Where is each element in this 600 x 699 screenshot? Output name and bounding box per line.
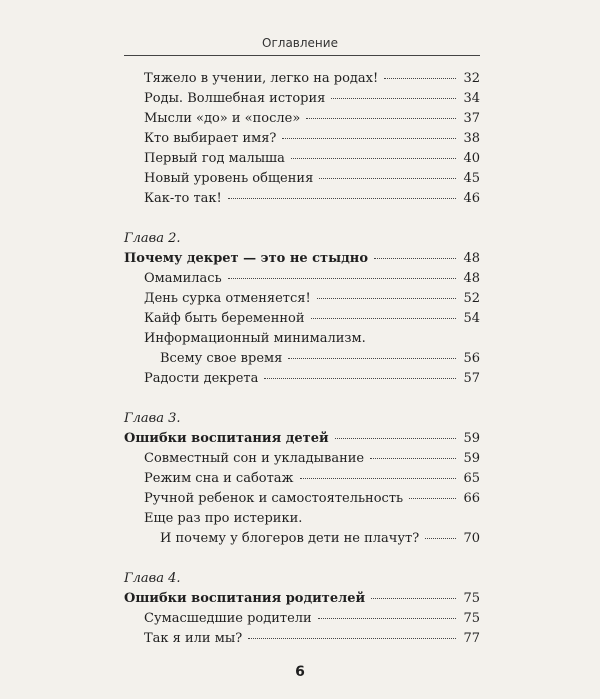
dot-leader bbox=[409, 498, 456, 499]
spacer bbox=[124, 209, 480, 229]
toc-entry-title: День сурка отменяется! bbox=[144, 291, 311, 306]
toc-entry-page: 46 bbox=[463, 191, 480, 206]
toc-entry-page: 40 bbox=[463, 151, 480, 166]
dot-leader bbox=[319, 178, 456, 179]
toc-entry bbox=[124, 489, 480, 509]
toc-entry-title: Информационный минимализм. bbox=[144, 331, 366, 346]
toc-entry-title: Кайф быть беременной bbox=[144, 311, 305, 326]
toc-entry-page: 75 bbox=[463, 611, 480, 626]
toc-entry bbox=[124, 189, 480, 209]
dot-leader bbox=[288, 358, 456, 359]
toc-entry-page: 48 bbox=[463, 271, 480, 286]
dot-leader bbox=[228, 198, 456, 199]
toc-entry-title: И почему у блогеров дети не плачут? bbox=[160, 531, 420, 546]
dot-leader bbox=[335, 438, 456, 439]
toc-entry-page: 52 bbox=[463, 291, 480, 306]
toc-entry-title: Роды. Волшебная история bbox=[144, 91, 326, 106]
toc-entry-title: Как-то так! bbox=[144, 191, 222, 206]
toc-entry-page: 54 bbox=[463, 311, 480, 326]
toc-entry bbox=[124, 469, 480, 489]
toc-entry-title: Еще раз про истерики. bbox=[144, 511, 303, 526]
toc-entry-page: 56 bbox=[463, 351, 480, 366]
chapter-page: 48 bbox=[463, 251, 480, 266]
toc-entry bbox=[124, 529, 480, 549]
dot-leader bbox=[318, 618, 456, 619]
toc-entry-title: Сумасшедшие родители bbox=[144, 611, 312, 626]
toc-entry bbox=[124, 449, 480, 469]
toc-entry bbox=[124, 629, 480, 649]
table-of-contents bbox=[124, 69, 480, 649]
toc-entry-page: 57 bbox=[463, 371, 480, 386]
toc-entry bbox=[124, 149, 480, 169]
chapter-label: Глава 2. bbox=[124, 231, 181, 246]
toc-entry bbox=[124, 269, 480, 289]
toc-entry-title: Режим сна и саботаж bbox=[144, 471, 294, 486]
toc-entry bbox=[124, 609, 480, 629]
toc-entry bbox=[124, 69, 480, 89]
toc-entry-page: 59 bbox=[463, 451, 480, 466]
chapter-title: Ошибки воспитания родителей bbox=[124, 591, 366, 606]
toc-entry-page: 38 bbox=[463, 131, 480, 146]
toc-entry-title: Совместный сон и укладывание bbox=[144, 451, 365, 466]
toc-entry-title: Радости декрета bbox=[144, 371, 259, 386]
toc-entry-page: 70 bbox=[463, 531, 480, 546]
toc-entry-page: 77 bbox=[463, 631, 480, 646]
dot-leader bbox=[264, 378, 456, 379]
toc-entry bbox=[124, 89, 480, 109]
toc-entry-page: 32 bbox=[463, 71, 480, 86]
chapter-page: 75 bbox=[463, 591, 480, 606]
chapter-label: Глава 4. bbox=[124, 571, 181, 586]
toc-entry-title: Всему свое время bbox=[160, 351, 283, 366]
toc-entry-title: Кто выбирает имя? bbox=[144, 131, 277, 146]
toc-entry bbox=[124, 289, 480, 309]
chapter-heading bbox=[124, 249, 480, 269]
dot-leader bbox=[370, 458, 456, 459]
spacer bbox=[124, 389, 480, 409]
dot-leader bbox=[291, 158, 456, 159]
toc-entry-title: Мысли «до» и «после» bbox=[144, 111, 301, 126]
toc-entry-title: Новый уровень общения bbox=[144, 171, 314, 186]
dot-leader bbox=[425, 538, 456, 539]
dot-leader bbox=[300, 478, 456, 479]
toc-entry bbox=[124, 509, 480, 529]
chapter-heading bbox=[124, 589, 480, 609]
chapter-title: Ошибки воспитания детей bbox=[124, 431, 329, 446]
toc-entry bbox=[124, 349, 480, 369]
toc-entry bbox=[124, 369, 480, 389]
dot-leader bbox=[306, 118, 456, 119]
toc-entry-page: 37 bbox=[463, 111, 480, 126]
dot-leader bbox=[317, 298, 456, 299]
dot-leader bbox=[331, 98, 456, 99]
toc-entry bbox=[124, 329, 480, 349]
toc-entry-page: 65 bbox=[463, 471, 480, 486]
dot-leader bbox=[228, 278, 456, 279]
chapter-page: 59 bbox=[463, 431, 480, 446]
spacer bbox=[124, 549, 480, 569]
toc-entry-title: Так я или мы? bbox=[144, 631, 243, 646]
dot-leader bbox=[311, 318, 456, 319]
dot-leader bbox=[282, 138, 456, 139]
toc-entry-title: Ручной ребенок и самостоятельность bbox=[144, 491, 404, 506]
dot-leader bbox=[248, 638, 456, 639]
dot-leader bbox=[371, 598, 456, 599]
chapter-label: Глава 3. bbox=[124, 411, 181, 426]
toc-entry-page: 45 bbox=[463, 171, 480, 186]
chapter-heading bbox=[124, 429, 480, 449]
toc-entry-title: Первый год малыша bbox=[144, 151, 285, 166]
dot-leader bbox=[374, 258, 456, 259]
toc-entry bbox=[124, 169, 480, 189]
chapter-title: Почему декрет — это не стыдно bbox=[124, 251, 368, 266]
header-rule bbox=[124, 55, 480, 56]
toc-entry bbox=[124, 109, 480, 129]
toc-entry-page: 34 bbox=[463, 91, 480, 106]
running-head: Оглавление bbox=[262, 36, 338, 50]
toc-entry-title: Тяжело в учении, легко на родах! bbox=[144, 71, 379, 86]
page-number: 6 bbox=[295, 664, 305, 680]
toc-entry bbox=[124, 129, 480, 149]
toc-entry bbox=[124, 309, 480, 329]
dot-leader bbox=[384, 78, 456, 79]
toc-entry-page: 66 bbox=[463, 491, 480, 506]
toc-entry-title: Омамилась bbox=[144, 271, 222, 286]
